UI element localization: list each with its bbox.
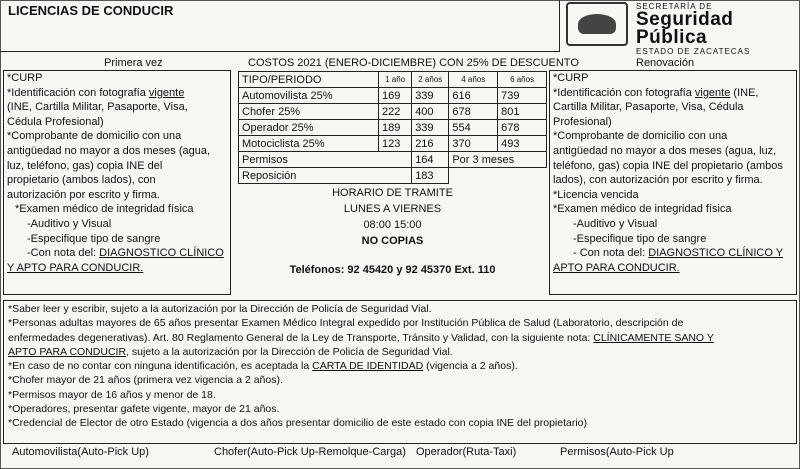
table-row bbox=[239, 88, 547, 104]
category-automovilista: Automovilista(Auto-Pick Up) bbox=[12, 446, 149, 458]
underlined-text: APTO PARA CONDUCIR bbox=[8, 345, 127, 358]
table-cell: 216 bbox=[412, 136, 449, 152]
telefonos: Teléfonos: 92 45420 y 92 45370 Ext. 110 bbox=[289, 264, 496, 276]
text-line bbox=[553, 188, 783, 203]
horario-hours: 08:00 15:00 bbox=[363, 219, 422, 231]
line-text: teléfono, gas) copia INE del propietario (ambos bbox=[553, 159, 783, 172]
logo-line-3: Pública bbox=[636, 27, 708, 48]
text-line bbox=[7, 261, 224, 276]
line-text: Cartilla Militar, Pasaporte, Visa, Cédula bbox=[553, 101, 744, 114]
text-line bbox=[553, 246, 783, 261]
text-line bbox=[7, 100, 224, 115]
line-text: -Especifique tipo de sangre bbox=[27, 232, 161, 245]
line-text: *Personas adultas mayores de 65 años presentar Examen Médico Integral expedido por Institución Pública de Salud (Laboratorio, descripción de bbox=[8, 317, 684, 330]
text-line bbox=[7, 129, 224, 144]
text-line bbox=[8, 345, 798, 359]
line-text: Cédula Profesional) bbox=[7, 115, 104, 128]
government-seal-icon bbox=[566, 2, 628, 46]
line-text: enfermedades degenerativas). Art. 80 Reglamento General de la Ley de Transporte, Tránsito y Validad, con la siguiente nota: bbox=[8, 331, 594, 344]
line-text: *Operadores, presentar gafete vigente, mayor de 21 años. bbox=[8, 403, 280, 416]
underlined-text: vigente bbox=[148, 86, 185, 99]
header-renovacion: Renovación bbox=[636, 57, 695, 69]
line-text: Profesional) bbox=[553, 115, 612, 128]
line-text: *Identificación con fotografía bbox=[553, 86, 695, 99]
table-cell: Operador 25% bbox=[239, 120, 379, 136]
category-permisos: Permisos(Auto-Pick Up bbox=[560, 446, 674, 458]
line-text: (INE, bbox=[730, 86, 759, 99]
text-line bbox=[8, 416, 798, 430]
text-line bbox=[553, 202, 783, 217]
text-line bbox=[7, 115, 224, 130]
text-line bbox=[7, 188, 224, 203]
line-text: propietario (ambos lados), con bbox=[7, 174, 156, 187]
cost-table bbox=[238, 71, 547, 184]
text-line bbox=[7, 246, 224, 261]
category-operador: Operador(Ruta-Taxi) bbox=[416, 446, 517, 458]
text-line bbox=[8, 316, 798, 330]
page-title: LICENCIAS DE CONDUCIR bbox=[8, 3, 174, 18]
text-line bbox=[553, 159, 783, 174]
line-text: (vigencia a 2 años). bbox=[423, 360, 518, 373]
table-header-cell: TIPO/PERIODO bbox=[239, 72, 379, 88]
table-cell: 739 bbox=[498, 88, 547, 104]
table-cell: 801 bbox=[498, 104, 547, 120]
table-header-cell: 4 años bbox=[449, 72, 498, 88]
logo-line-1: SECRETARÍA DE bbox=[636, 2, 713, 11]
underlined-text: DIAGNOSTICO CLÍNICO Y bbox=[648, 247, 784, 260]
text-line bbox=[8, 331, 798, 345]
table-header-cell: 2 años bbox=[412, 72, 449, 88]
table-cell: 370 bbox=[449, 136, 498, 152]
renovacion-requirements bbox=[553, 71, 783, 275]
line-text: *Saber leer y escribir, sujeto a la autorización por la Dirección de Policía de Seguridad Vial. bbox=[8, 303, 432, 315]
underlined-text: APTO PARA CONDUCIR. bbox=[553, 261, 680, 274]
text-line bbox=[553, 129, 783, 144]
text-line bbox=[7, 144, 224, 159]
table-cell: 493 bbox=[498, 136, 547, 152]
text-line bbox=[7, 173, 224, 188]
table-cell: 123 bbox=[379, 136, 412, 152]
underlined-text: CARTA DE IDENTIDAD bbox=[312, 360, 424, 373]
text-line bbox=[553, 173, 783, 188]
table-row-reposicion bbox=[239, 168, 547, 184]
table-cell: Chofer 25% bbox=[239, 104, 379, 120]
table-cell: Reposición bbox=[239, 168, 412, 184]
text-line bbox=[7, 86, 224, 101]
header-costos: COSTOS 2021 (ENERO-DICIEMBRE) CON 25% DE DESCUENTO bbox=[248, 57, 579, 69]
underlined-text: DIAGNOSTICO CLÍNICO bbox=[99, 247, 224, 260]
table-row bbox=[239, 120, 547, 136]
text-line bbox=[7, 202, 224, 217]
table-cell: Por 3 meses bbox=[449, 152, 547, 168]
line-text: autorización por escrito y firma. bbox=[7, 188, 160, 201]
text-line bbox=[553, 217, 783, 232]
horario-days: LUNES A VIERNES bbox=[343, 203, 442, 215]
table-row bbox=[239, 104, 547, 120]
underlined-text: vigente bbox=[694, 86, 731, 99]
text-line bbox=[7, 217, 224, 232]
text-line bbox=[7, 71, 224, 86]
line-text: - Con nota del: bbox=[573, 247, 649, 260]
line-text: *Licencia vencida bbox=[553, 188, 639, 201]
line-text: antigüedad no mayor a dos meses (agua, bbox=[7, 144, 211, 157]
table-header-cell: 1 año bbox=[379, 72, 412, 88]
line-text: -Especifique tipo de sangre bbox=[573, 232, 707, 245]
line-text: antigüedad no mayor a dos meses (agua, luz, bbox=[553, 144, 777, 157]
underlined-text: CLÍNICAMENTE SANO Y bbox=[593, 331, 714, 344]
table-row-permisos bbox=[239, 152, 547, 168]
line-text: *CURP bbox=[7, 72, 43, 84]
table-cell: 183 bbox=[412, 168, 449, 184]
no-copias-note: NO COPIAS bbox=[361, 235, 424, 247]
line-text: *Comprobante de domicilio con una bbox=[553, 130, 728, 143]
text-line bbox=[553, 100, 783, 115]
primera-vez-requirements bbox=[7, 71, 224, 275]
seguridad-publica-logo bbox=[566, 2, 792, 56]
line-text: , sujeto a la autorización por la Dirección de Policía de Seguridad Vial. bbox=[126, 345, 453, 358]
general-notes bbox=[8, 302, 798, 431]
line-text: -Auditivo y Visual bbox=[573, 217, 658, 230]
table-header-row bbox=[239, 72, 547, 88]
line-text: *En caso de no contar con ninguna identificación, es aceptada la bbox=[8, 360, 313, 373]
table-cell: 339 bbox=[412, 88, 449, 104]
text-line bbox=[553, 144, 783, 159]
table-cell: 189 bbox=[379, 120, 412, 136]
table-cell: Permisos bbox=[239, 152, 412, 168]
text-line bbox=[8, 388, 798, 402]
line-text: -Con nota del: bbox=[27, 247, 100, 260]
line-text: -Auditivo y Visual bbox=[27, 217, 112, 230]
table-cell: 222 bbox=[379, 104, 412, 120]
text-line bbox=[8, 373, 798, 387]
logo-line-4: ESTADO DE ZACATECAS bbox=[636, 47, 751, 56]
text-line bbox=[553, 115, 783, 130]
logo-line-2: Seguridad bbox=[636, 9, 734, 30]
text-line bbox=[7, 159, 224, 174]
header-primera-vez: Primera vez bbox=[104, 57, 163, 69]
line-text: *CURP bbox=[553, 72, 589, 84]
line-text: *Credencial de Elector de otro Estado (vigencia a dos años presentar domicilio de este estado con copia INE del propietario) bbox=[8, 417, 587, 430]
table-cell: 164 bbox=[412, 152, 449, 168]
text-line bbox=[553, 232, 783, 247]
text-line bbox=[8, 359, 798, 373]
text-line bbox=[553, 261, 783, 276]
text-line bbox=[8, 302, 798, 316]
table-cell: 554 bbox=[449, 120, 498, 136]
line-text: *Permisos mayor de 16 años y menor de 18. bbox=[8, 388, 216, 401]
category-chofer: Chofer(Auto-Pick Up-Remolque-Carga) bbox=[214, 446, 406, 458]
text-line bbox=[8, 402, 798, 416]
table-row bbox=[239, 136, 547, 152]
table-cell: 678 bbox=[449, 104, 498, 120]
table-cell: Automovilista 25% bbox=[239, 88, 379, 104]
text-line bbox=[553, 86, 783, 101]
table-cell: 678 bbox=[498, 120, 547, 136]
table-cell: 169 bbox=[379, 88, 412, 104]
line-text: luz, teléfono, gas) copia INE del bbox=[7, 159, 163, 172]
table-cell: 616 bbox=[449, 88, 498, 104]
line-text: *Examen médico de integridad física bbox=[553, 203, 732, 216]
line-text: (INE, Cartilla Militar, Pasaporte, Visa, bbox=[7, 101, 188, 114]
text-line bbox=[7, 232, 224, 247]
table-cell: 339 bbox=[412, 120, 449, 136]
line-text: *Chofer mayor de 21 años (primera vez vigencia a 2 años). bbox=[8, 374, 283, 387]
table-cell: 400 bbox=[412, 104, 449, 120]
line-text: lados), con autorización por escrito y firma. bbox=[553, 174, 763, 187]
line-text: *Identificación con fotografía bbox=[7, 86, 149, 99]
text-line bbox=[553, 71, 783, 86]
underlined-text: Y APTO PARA CONDUCIR. bbox=[7, 261, 144, 274]
horario-title: HORARIO DE TRAMITE bbox=[332, 187, 453, 199]
line-text: *Comprobante de domicilio con una bbox=[7, 130, 182, 143]
line-text: *Examen médico de integridad física bbox=[15, 203, 194, 216]
table-cell: Motociclista 25% bbox=[239, 136, 379, 152]
table-header-cell: 6 años bbox=[498, 72, 547, 88]
